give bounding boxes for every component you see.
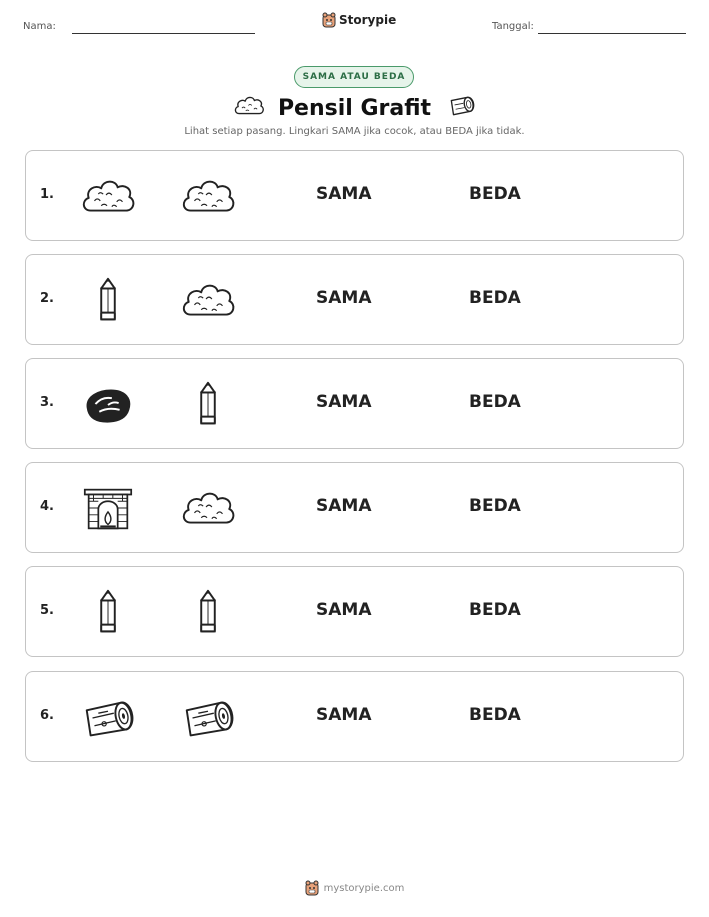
footer-url: mystorypie.com xyxy=(323,882,405,894)
pencil-icon xyxy=(179,379,237,431)
cloud-icon xyxy=(232,93,266,123)
question-row-2 xyxy=(25,254,684,345)
date-label: Tanggal: xyxy=(492,21,534,32)
question-row-5 xyxy=(25,566,684,657)
different-option[interactable]: BEDA xyxy=(469,600,521,620)
title-row xyxy=(0,91,709,125)
pencil-icon xyxy=(79,275,137,327)
question-row-1 xyxy=(25,150,684,241)
log-icon xyxy=(79,692,137,744)
same-option[interactable]: SAMA xyxy=(316,184,372,204)
rock-icon xyxy=(79,379,137,431)
question-number: 3. xyxy=(40,395,54,410)
same-option[interactable]: SAMA xyxy=(316,392,372,412)
page-title: Pensil Grafit xyxy=(277,95,432,121)
name-field[interactable] xyxy=(72,33,255,34)
cloud-icon xyxy=(179,275,237,327)
question-row-3 xyxy=(25,358,684,449)
pencil-icon xyxy=(179,587,237,639)
cloud-icon xyxy=(79,171,137,223)
name-label: Nama: xyxy=(23,21,56,32)
fireplace-icon xyxy=(79,483,137,535)
question-number: 6. xyxy=(40,708,54,723)
log-icon xyxy=(179,692,237,744)
different-option[interactable]: BEDA xyxy=(469,288,521,308)
different-option[interactable]: BEDA xyxy=(469,392,521,412)
pencil-icon xyxy=(79,587,137,639)
question-number: 5. xyxy=(40,603,54,618)
mascot-icon xyxy=(322,12,336,28)
worksheet-header xyxy=(0,0,709,50)
date-field[interactable] xyxy=(538,33,686,34)
cloud-icon xyxy=(179,483,237,535)
instructions: Lihat setiap pasang. Lingkari SAMA jika cocok, atau BEDA jika tidak. xyxy=(184,126,525,137)
question-row-4 xyxy=(25,462,684,553)
brand-logo xyxy=(322,12,396,28)
question-number: 1. xyxy=(40,187,54,202)
brand-name: Storypie xyxy=(339,13,397,27)
question-number: 4. xyxy=(40,499,54,514)
different-option[interactable]: BEDA xyxy=(469,496,521,516)
question-row-6 xyxy=(25,671,684,762)
different-option[interactable]: BEDA xyxy=(469,184,521,204)
log-icon xyxy=(443,93,477,123)
footer xyxy=(0,880,709,896)
same-option[interactable]: SAMA xyxy=(316,496,372,516)
activity-badge: SAMA ATAU BEDA xyxy=(294,66,414,88)
question-number: 2. xyxy=(40,291,54,306)
same-option[interactable]: SAMA xyxy=(316,600,372,620)
same-option[interactable]: SAMA xyxy=(316,705,372,725)
same-option[interactable]: SAMA xyxy=(316,288,372,308)
cloud-icon xyxy=(179,171,237,223)
mascot-icon xyxy=(305,880,319,896)
different-option[interactable]: BEDA xyxy=(469,705,521,725)
